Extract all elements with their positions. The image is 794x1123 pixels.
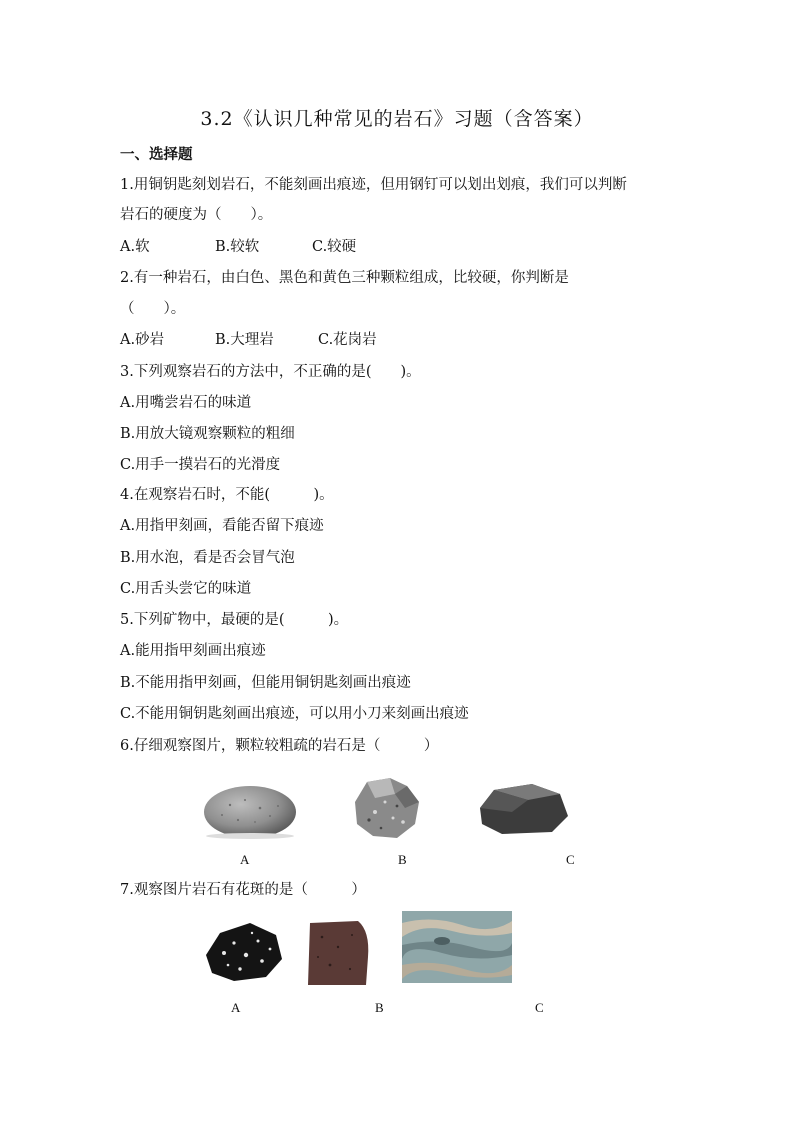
question-5-option-a: A.能用指甲刻画出痕迹: [120, 643, 266, 659]
question-3-option-a: A.用嘴尝岩石的味道: [120, 395, 252, 411]
question-2-options: [120, 330, 377, 350]
question-3-option-c: C.用手一摸岩石的光滑度: [120, 457, 281, 473]
image-label-b: B: [398, 852, 407, 867]
rock-image-a-snowflake-obsidian: [200, 915, 286, 987]
question-1-stem: 1.用铜钥匙刻划岩石，不能刻画出痕迹，但用钢钉可以划出划痕，我们可以判断: [120, 177, 627, 193]
image-label-a: A: [240, 852, 250, 867]
question-1-options: [120, 237, 356, 257]
rock-image-c-layered-rock: [402, 911, 512, 983]
question-6-stem: 6.仔细观察图片，颗粒较粗疏的岩石是（ ）: [120, 738, 439, 754]
rock-image-b-basalt: [302, 917, 374, 989]
question-1-stem-cont: 岩石的硬度为（ ）。: [120, 207, 273, 223]
question-5-option-b: B.不能用指甲刻画，但能用铜钥匙刻画出痕迹: [120, 675, 411, 691]
option-a: A.软: [120, 239, 150, 255]
option-c: C.花岗岩: [318, 332, 377, 348]
page-title: 3.2《认识几种常见的岩石》习题（含答案）: [200, 108, 594, 130]
option-a: A.砂岩: [120, 332, 165, 348]
image-label-c: C: [535, 1000, 544, 1015]
question-3-stem: 3.下列观察岩石的方法中，不正确的是( )。: [120, 364, 421, 380]
image-label-a: A: [231, 1000, 241, 1015]
option-b: B.大理岩: [215, 332, 274, 348]
question-4-option-c: C.用舌头尝它的味道: [120, 581, 252, 597]
question-3-option-b: B.用放大镜观察颗粒的粗细: [120, 426, 295, 442]
question-4-option-b: B.用水泡，看是否会冒气泡: [120, 550, 295, 566]
question-2-stem-cont: （ ）。: [120, 301, 186, 317]
question-2-stem: 2.有一种岩石，由白色、黑色和黄色三种颗粒组成，比较硬，你判断是: [120, 270, 569, 286]
image-label-c: C: [566, 852, 575, 867]
option-c: C.较硬: [312, 239, 357, 255]
question-4-option-a: A.用指甲刻画，看能否留下痕迹: [120, 518, 324, 534]
question-5-stem: 5.下列矿物中，最硬的是( )。: [120, 612, 349, 628]
rock-image-c-dark-stone: [472, 778, 572, 838]
question-5-option-c: C.不能用铜钥匙刻画出痕迹，可以用小刀来刻画出痕迹: [120, 706, 469, 722]
section-heading: 一、选择题: [120, 146, 193, 163]
image-label-b: B: [375, 1000, 384, 1015]
question-4-stem: 4.在观察岩石时，不能( )。: [120, 487, 334, 503]
rock-image-b-granite: [345, 772, 425, 842]
rock-image-a-pumice: [200, 770, 300, 840]
option-b: B.较软: [215, 239, 260, 255]
question-7-stem: 7.观察图片岩石有花斑的是（ ）: [120, 882, 366, 898]
